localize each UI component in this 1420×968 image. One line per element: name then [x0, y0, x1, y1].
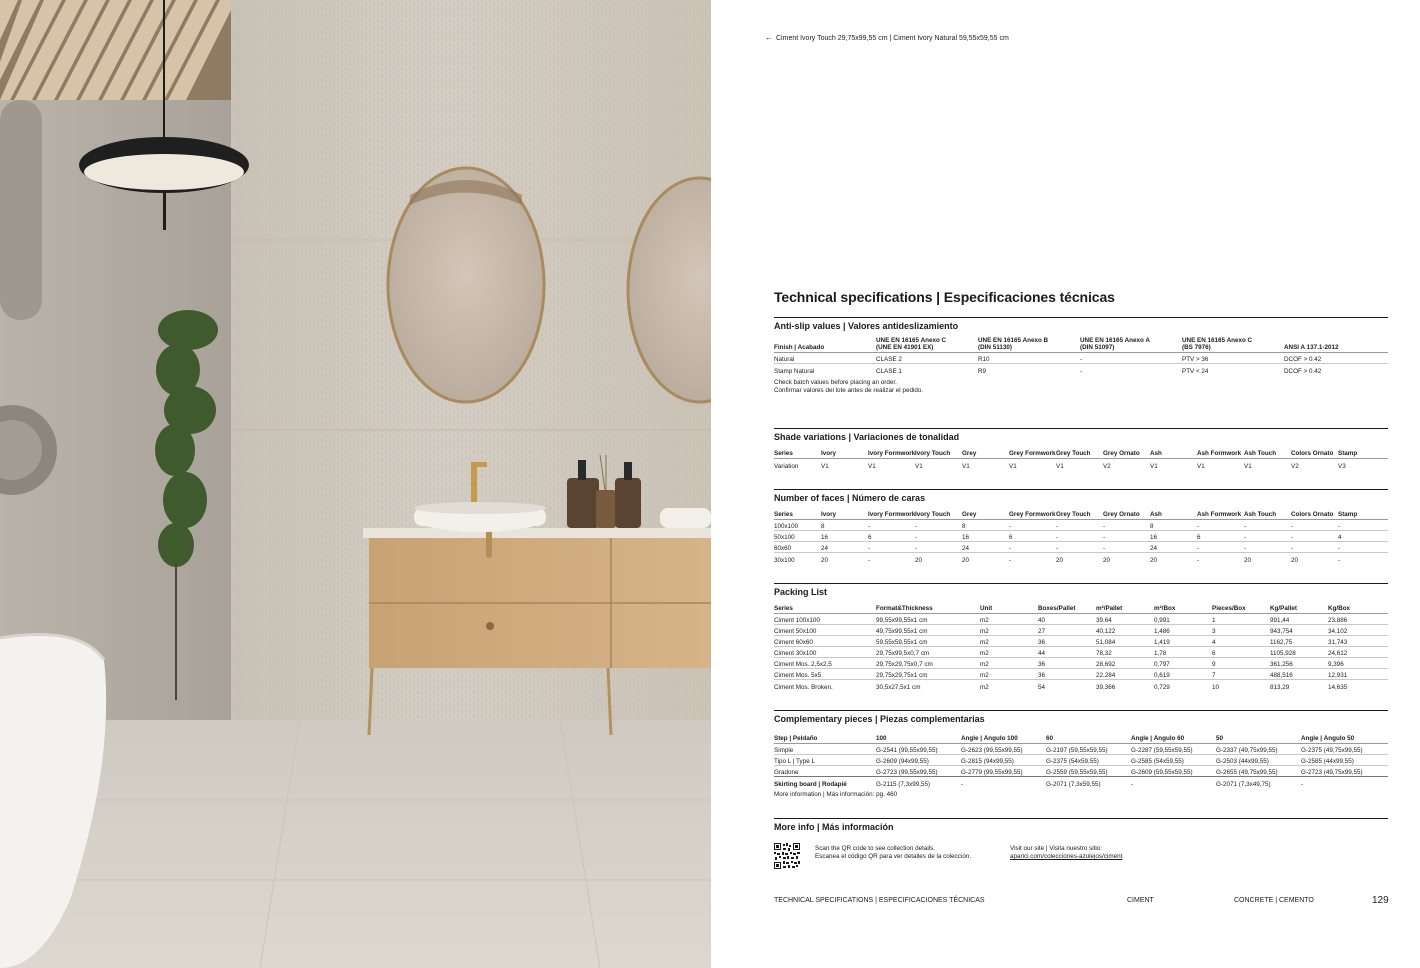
header-cell: Ash Touch: [1244, 511, 1291, 520]
table-cell: 29,75x29,75x1 cm: [876, 669, 980, 680]
table-cell: G-2779 (99,55x99,55): [961, 766, 1046, 777]
header-cell: 100: [876, 735, 961, 744]
visit-site: [1010, 845, 1122, 861]
header-cell: Grey Formwork: [1009, 511, 1056, 518]
table-cell: V1: [915, 459, 962, 470]
table-cell: Natural: [774, 353, 876, 364]
table-cell: G-2559 (59,55x59,55): [1046, 766, 1131, 777]
table-cell: G-2337 (49,75x99,55): [1216, 744, 1301, 755]
table-row: [774, 744, 1388, 755]
table-cell: -: [868, 520, 915, 531]
table-cell: Gradone: [774, 766, 876, 777]
photo-caption: [765, 33, 1009, 42]
table-cell: 813,29: [1270, 680, 1328, 691]
header-cell: Ash Formwork: [1197, 450, 1244, 459]
table-cell: V3: [1338, 459, 1388, 470]
header-cell: Step | Peldaño: [774, 735, 876, 744]
table-cell: -: [1056, 520, 1103, 531]
header-cell: Grey: [962, 511, 1009, 520]
table-cell: -: [1009, 553, 1056, 564]
table-cell: G-2503 (44x99,55): [1216, 755, 1301, 766]
table-cell: V1: [962, 459, 1009, 470]
header-cell: Grey: [962, 450, 1009, 459]
table-cell: CLASE 2: [876, 353, 978, 364]
table-cell: DCOF > 0.42: [1284, 353, 1388, 364]
note-en: Check batch values before placing an order.: [774, 378, 897, 386]
header-cell: m²/Pallet: [1096, 605, 1154, 614]
wall-pillar: [0, 100, 42, 320]
table-cell: -: [1131, 777, 1216, 788]
header-cell: Boxes/Pallet: [1038, 605, 1096, 614]
table-cell: PTV < 24: [1182, 364, 1284, 375]
floor: [0, 720, 711, 968]
complementary-more-info: More information | Más información: pg. 460: [774, 790, 898, 798]
table-cell: V1: [1197, 459, 1244, 470]
table-cell: -: [1009, 542, 1056, 553]
table-header-row: [774, 735, 1388, 744]
header-cell: Colors Ornato: [1291, 511, 1338, 520]
table-cell: 1,78: [1154, 647, 1212, 658]
table-cell: 100x100: [774, 520, 821, 531]
skirting-row: [774, 777, 1388, 788]
table-cell: -: [1291, 542, 1338, 553]
table-cell: G-2071 (7,3x49,75): [1216, 777, 1301, 788]
shade-title: Shade variations | Variaciones de tonalidad: [774, 432, 960, 442]
table-row: [774, 553, 1388, 564]
spec-page: [711, 0, 1420, 968]
oval-mirror: [388, 168, 544, 402]
header-cell: Format&Thickness: [876, 605, 980, 614]
header-cell: Kg/Box: [1328, 605, 1388, 614]
table-cell: 14,635: [1328, 680, 1388, 691]
table-row: [774, 625, 1388, 636]
table-row: [774, 459, 1388, 470]
anti-slip-title: Anti-slip values | Valores antideslizamiento: [774, 321, 959, 331]
table-cell: Variation: [774, 459, 821, 470]
scan-es: Escanea el código QR para ver detalles de la colección.: [815, 853, 972, 860]
table-cell: -: [1009, 520, 1056, 531]
anti-slip-note: [774, 379, 1388, 395]
table-cell: 28,692: [1096, 658, 1154, 669]
table-cell: -: [1244, 520, 1291, 531]
header-cell: Grey Ornato: [1103, 511, 1150, 520]
table-cell: -: [1244, 542, 1291, 553]
table-row: [774, 520, 1388, 531]
table-row: [774, 542, 1388, 553]
table-cell: 991,44: [1270, 614, 1328, 625]
table-row: [774, 531, 1388, 542]
table-cell: -: [915, 542, 962, 553]
table-cell: G-2287 (59,55x59,55): [1131, 744, 1216, 755]
table-cell: V1: [1150, 459, 1197, 470]
shade-section: [774, 428, 1388, 470]
table-row: [774, 636, 1388, 647]
table-cell: 6: [1212, 647, 1270, 658]
table-cell: 1162,75: [1270, 636, 1328, 647]
table-cell: 6: [868, 531, 915, 542]
section-rule: [774, 710, 1388, 711]
header-cell: Series: [774, 450, 821, 459]
header-cell: 50: [1216, 735, 1301, 744]
table-cell: 1: [1212, 614, 1270, 625]
more-info-title: More info | Más información: [774, 822, 894, 832]
table-cell: -: [868, 553, 915, 564]
table-cell: 50x100: [774, 531, 821, 542]
table-cell: 49,75x99,55x1 cm: [876, 625, 980, 636]
table-cell: m2: [980, 625, 1038, 636]
table-cell: 7: [1212, 669, 1270, 680]
footer-left: TECHNICAL SPECIFICATIONS | ESPECIFICACIONES TÉCNICAS: [774, 897, 985, 904]
table-cell: m2: [980, 647, 1038, 658]
table-cell: 0,729: [1154, 680, 1212, 691]
table-cell: 4: [1338, 531, 1388, 542]
table-cell: -: [1103, 542, 1150, 553]
table-cell: 24,612: [1328, 647, 1388, 658]
table-cell: -: [1291, 520, 1338, 531]
table-cell: 54: [1038, 680, 1096, 691]
table-cell: CLASE 1: [876, 364, 978, 375]
more-info-row: [774, 843, 1388, 877]
table-cell: 36: [1038, 658, 1096, 669]
table-cell: 34,102: [1328, 625, 1388, 636]
header-cell: Stamp: [1338, 450, 1388, 459]
table-cell: 8: [1150, 520, 1197, 531]
header-cell: Grey Ornato: [1103, 450, 1150, 459]
table-cell: Skirting board | Rodapié: [774, 777, 876, 788]
table-cell: 44: [1038, 647, 1096, 658]
section-rule: [774, 428, 1388, 429]
table-cell: G-2375 (49,75x99,55): [1301, 744, 1388, 755]
table-row: [774, 614, 1388, 625]
header-cell: Angle | Ángulo 60: [1131, 735, 1216, 744]
website-link[interactable]: aparici.com/colecciones-azulejos/ciment: [1010, 853, 1123, 860]
table-cell: V2: [1103, 459, 1150, 470]
table-cell: -: [1056, 542, 1103, 553]
table-cell: V2: [1291, 459, 1338, 470]
table-cell: 59,55x59,55x1 cm: [876, 636, 980, 647]
ceiling-slats: [0, 0, 231, 100]
header-cell: Finish | Acabado: [774, 337, 876, 353]
table-cell: 24: [1150, 542, 1197, 553]
table-cell: -: [1338, 553, 1388, 564]
table-cell: G-2115 (7,3x99,55): [876, 777, 961, 788]
table-cell: m2: [980, 636, 1038, 647]
section-rule: [774, 583, 1388, 584]
table-cell: -: [1197, 553, 1244, 564]
header-cell: Ivory Touch: [915, 450, 962, 459]
table-cell: Tipo L | Type L: [774, 755, 876, 766]
table-cell: -: [1197, 520, 1244, 531]
shade-table: [774, 450, 1388, 470]
table-cell: 39,64: [1096, 614, 1154, 625]
table-header-row: [774, 605, 1388, 614]
table-cell: 16: [821, 531, 868, 542]
table-cell: 60x60: [774, 542, 821, 553]
table-cell: Ciment Mos. 2,5x2,5: [774, 658, 876, 669]
faces-table: [774, 511, 1388, 564]
table-cell: G-2655 (49,75x99,55): [1216, 766, 1301, 777]
table-cell: -: [915, 520, 962, 531]
header-cell: Unit: [980, 605, 1038, 614]
section-rule: [774, 818, 1388, 819]
table-cell: 4: [1212, 636, 1270, 647]
header-cell: Angle | Ángulo 50: [1301, 735, 1388, 744]
table-cell: 1,486: [1154, 625, 1212, 636]
table-cell: 20: [1056, 553, 1103, 564]
table-cell: 1,419: [1154, 636, 1212, 647]
table-cell: -: [1080, 364, 1182, 375]
header-cell: Ivory Formwork: [868, 450, 915, 457]
table-cell: 40,122: [1096, 625, 1154, 636]
complementary-section: [774, 710, 1388, 799]
table-cell: -: [1338, 520, 1388, 531]
table-cell: -: [1338, 542, 1388, 553]
table-cell: Ciment 60x60: [774, 636, 876, 647]
table-cell: 9,396: [1328, 658, 1388, 669]
table-cell: 0,619: [1154, 669, 1212, 680]
footer-right: CONCRETE | CEMENTO: [1234, 897, 1314, 904]
table-row: [774, 669, 1388, 680]
table-cell: 943,754: [1270, 625, 1328, 636]
header-cell: Stamp: [1338, 511, 1388, 520]
packing-section: [774, 583, 1388, 691]
table-row: [774, 755, 1388, 766]
table-cell: 20: [1291, 553, 1338, 564]
anti-slip-table: [774, 337, 1388, 375]
header-cell: Grey Formwork: [1009, 450, 1056, 457]
table-cell: V1: [1244, 459, 1291, 470]
anti-slip-section: [774, 318, 1388, 395]
table-cell: -: [1103, 520, 1150, 531]
table-cell: Ciment 30x100: [774, 647, 876, 658]
faces-title: Number of faces | Número de caras: [774, 493, 926, 503]
header-cell: m²/Box: [1154, 605, 1212, 614]
table-cell: 36: [1038, 669, 1096, 680]
header-cell: Ash Formwork: [1197, 511, 1244, 520]
table-cell: 20: [962, 553, 1009, 564]
complementary-title: Complementary pieces | Piezas complementarias: [774, 714, 985, 724]
arrow-left-icon: ←: [765, 33, 773, 42]
header-cell: Series: [774, 605, 876, 614]
header-cell: Grey Touch: [1056, 511, 1103, 520]
header-cell: Ivory Touch: [915, 511, 962, 520]
table-cell: Ciment 100x100: [774, 614, 876, 625]
table-cell: 22,284: [1096, 669, 1154, 680]
table-header-row: [774, 337, 1388, 353]
table-cell: 16: [1150, 531, 1197, 542]
table-cell: V1: [821, 459, 868, 470]
scan-instructions: [815, 845, 971, 861]
table-cell: -: [1103, 531, 1150, 542]
more-info-section: [774, 818, 1388, 877]
header-cell: UNE EN 16165 Anexo A (DIN 51097): [1080, 337, 1182, 353]
table-cell: 29,75x99,5x0,7 cm: [876, 647, 980, 658]
table-row: [774, 353, 1388, 364]
table-cell: m2: [980, 614, 1038, 625]
header-cell: UNE EN 16165 Anexo C (BS 7976): [1182, 337, 1284, 353]
visit-label: Visit our site | Visita nuestro sitio:: [1010, 845, 1103, 852]
table-cell: -: [915, 531, 962, 542]
table-cell: m2: [980, 669, 1038, 680]
table-row: [774, 647, 1388, 658]
table-cell: G-2723 (49,75x99,55): [1301, 766, 1388, 777]
table-cell: 0,991: [1154, 614, 1212, 625]
table-cell: G-2609 (59,55x59,55): [1131, 766, 1216, 777]
table-cell: 23,886: [1328, 614, 1388, 625]
table-cell: 6: [1197, 531, 1244, 542]
table-cell: 12,931: [1328, 669, 1388, 680]
header-cell: Series: [774, 511, 821, 520]
table-cell: Ciment Mos. Broken.: [774, 680, 876, 691]
table-cell: 8: [821, 520, 868, 531]
table-row: [774, 658, 1388, 669]
table-cell: 36: [1038, 636, 1096, 647]
table-cell: DCOF > 0.42: [1284, 364, 1388, 375]
table-cell: -: [961, 777, 1046, 788]
complementary-table: [774, 735, 1388, 788]
table-cell: 40: [1038, 614, 1096, 625]
table-cell: G-2585 (54x59,55): [1131, 755, 1216, 766]
table-cell: PTV > 36: [1182, 353, 1284, 364]
header-cell: Ivory Formwork: [868, 511, 915, 518]
table-cell: Ciment 50x100: [774, 625, 876, 636]
table-cell: 20: [1244, 553, 1291, 564]
table-cell: Stamp Natural: [774, 364, 876, 375]
scan-en: Scan the QR code to see collection details.: [815, 845, 936, 852]
table-header-row: [774, 511, 1388, 520]
faces-section: [774, 489, 1388, 564]
table-cell: V1: [1056, 459, 1103, 470]
table-cell: 29,75x29,75x0,7 cm: [876, 658, 980, 669]
table-cell: 8: [962, 520, 1009, 531]
table-row: [774, 766, 1388, 777]
table-cell: G-2723 (99,55x99,55): [876, 766, 961, 777]
table-cell: 361,256: [1270, 658, 1328, 669]
table-cell: R9: [978, 364, 1080, 375]
table-cell: 0,797: [1154, 658, 1212, 669]
page-number: 129: [1372, 895, 1389, 906]
table-cell: G-2623 (99,55x99,55): [961, 744, 1046, 755]
table-cell: G-2541 (99,55x99,55): [876, 744, 961, 755]
header-cell: ANSI A 137.1-2012: [1284, 337, 1388, 353]
table-cell: 20: [821, 553, 868, 564]
note-es: Confirmar valores del lote antes de realizar el pedido.: [774, 386, 924, 394]
table-cell: m2: [980, 680, 1038, 691]
section-rule: [774, 489, 1388, 490]
header-cell: Pieces/Box: [1212, 605, 1270, 614]
caption-text: Ciment Ivory Touch 29,75x99,55 cm | Ciment Ivory Natural 59,55x59,55 cm: [776, 35, 1009, 42]
table-cell: G-2071 (7,3x59,55): [1046, 777, 1131, 788]
table-cell: Simple: [774, 744, 876, 755]
table-cell: 20: [915, 553, 962, 564]
table-cell: 31,743: [1328, 636, 1388, 647]
table-cell: -: [1244, 531, 1291, 542]
table-cell: 30,5x27,5x1 cm: [876, 680, 980, 691]
table-cell: 30x100: [774, 553, 821, 564]
table-cell: 1105,928: [1270, 647, 1328, 658]
header-cell: Ivory: [821, 450, 868, 459]
footer-center: CIMENT: [1127, 897, 1154, 904]
header-cell: UNE EN 16165 Anexo C (UNE EN 41901 EX): [876, 337, 978, 353]
table-cell: 78,32: [1096, 647, 1154, 658]
table-cell: 6: [1009, 531, 1056, 542]
header-cell: Colors Ornato: [1291, 450, 1338, 459]
table-cell: m2: [980, 658, 1038, 669]
table-cell: 3: [1212, 625, 1270, 636]
table-cell: G-2375 (54x59,55): [1046, 755, 1131, 766]
page-title: Technical specifications | Especificaciones técnicas: [774, 289, 1115, 305]
table-cell: 20: [1103, 553, 1150, 564]
header-cell: Ash: [1150, 450, 1197, 459]
header-cell: UNE EN 16165 Anexo B (DIN 51130): [978, 337, 1080, 353]
qr-code-icon[interactable]: [774, 843, 800, 869]
table-cell: 24: [962, 542, 1009, 553]
table-cell: 24: [821, 542, 868, 553]
table-cell: 51,084: [1096, 636, 1154, 647]
header-cell: 60: [1046, 735, 1131, 744]
table-cell: -: [1197, 542, 1244, 553]
header-cell: Grey Touch: [1056, 450, 1103, 459]
table-cell: -: [1301, 777, 1388, 788]
packing-table: [774, 605, 1388, 691]
table-cell: -: [1080, 353, 1182, 364]
table-row: [774, 680, 1388, 691]
table-header-row: [774, 450, 1388, 459]
header-cell: Ash: [1150, 511, 1197, 520]
table-cell: 99,55x99,55x1 cm: [876, 614, 980, 625]
table-cell: 39,366: [1096, 680, 1154, 691]
table-cell: -: [1056, 531, 1103, 542]
table-cell: G-2197 (59,55x59,55): [1046, 744, 1131, 755]
table-cell: 20: [1150, 553, 1197, 564]
table-cell: Ciment Mos. 5x5: [774, 669, 876, 680]
table-cell: -: [1291, 531, 1338, 542]
table-cell: 16: [962, 531, 1009, 542]
table-cell: 9: [1212, 658, 1270, 669]
table-row: [774, 364, 1388, 375]
table-cell: G-2815 (94x99,55): [961, 755, 1046, 766]
header-cell: Angle | Ángulo 100: [961, 735, 1046, 744]
header-cell: Ivory: [821, 511, 868, 520]
table-cell: 488,516: [1270, 669, 1328, 680]
header-cell: Kg/Pallet: [1270, 605, 1328, 614]
table-cell: -: [868, 542, 915, 553]
table-cell: V1: [1009, 459, 1056, 470]
header-cell: Ash Touch: [1244, 450, 1291, 459]
table-cell: 10: [1212, 680, 1270, 691]
packing-title: Packing List: [774, 587, 828, 597]
table-cell: G-2585 (44x99,55): [1301, 755, 1388, 766]
table-cell: R10: [978, 353, 1080, 364]
table-cell: G-2609 (94x99,55): [876, 755, 961, 766]
table-cell: V1: [868, 459, 915, 470]
table-cell: 27: [1038, 625, 1096, 636]
